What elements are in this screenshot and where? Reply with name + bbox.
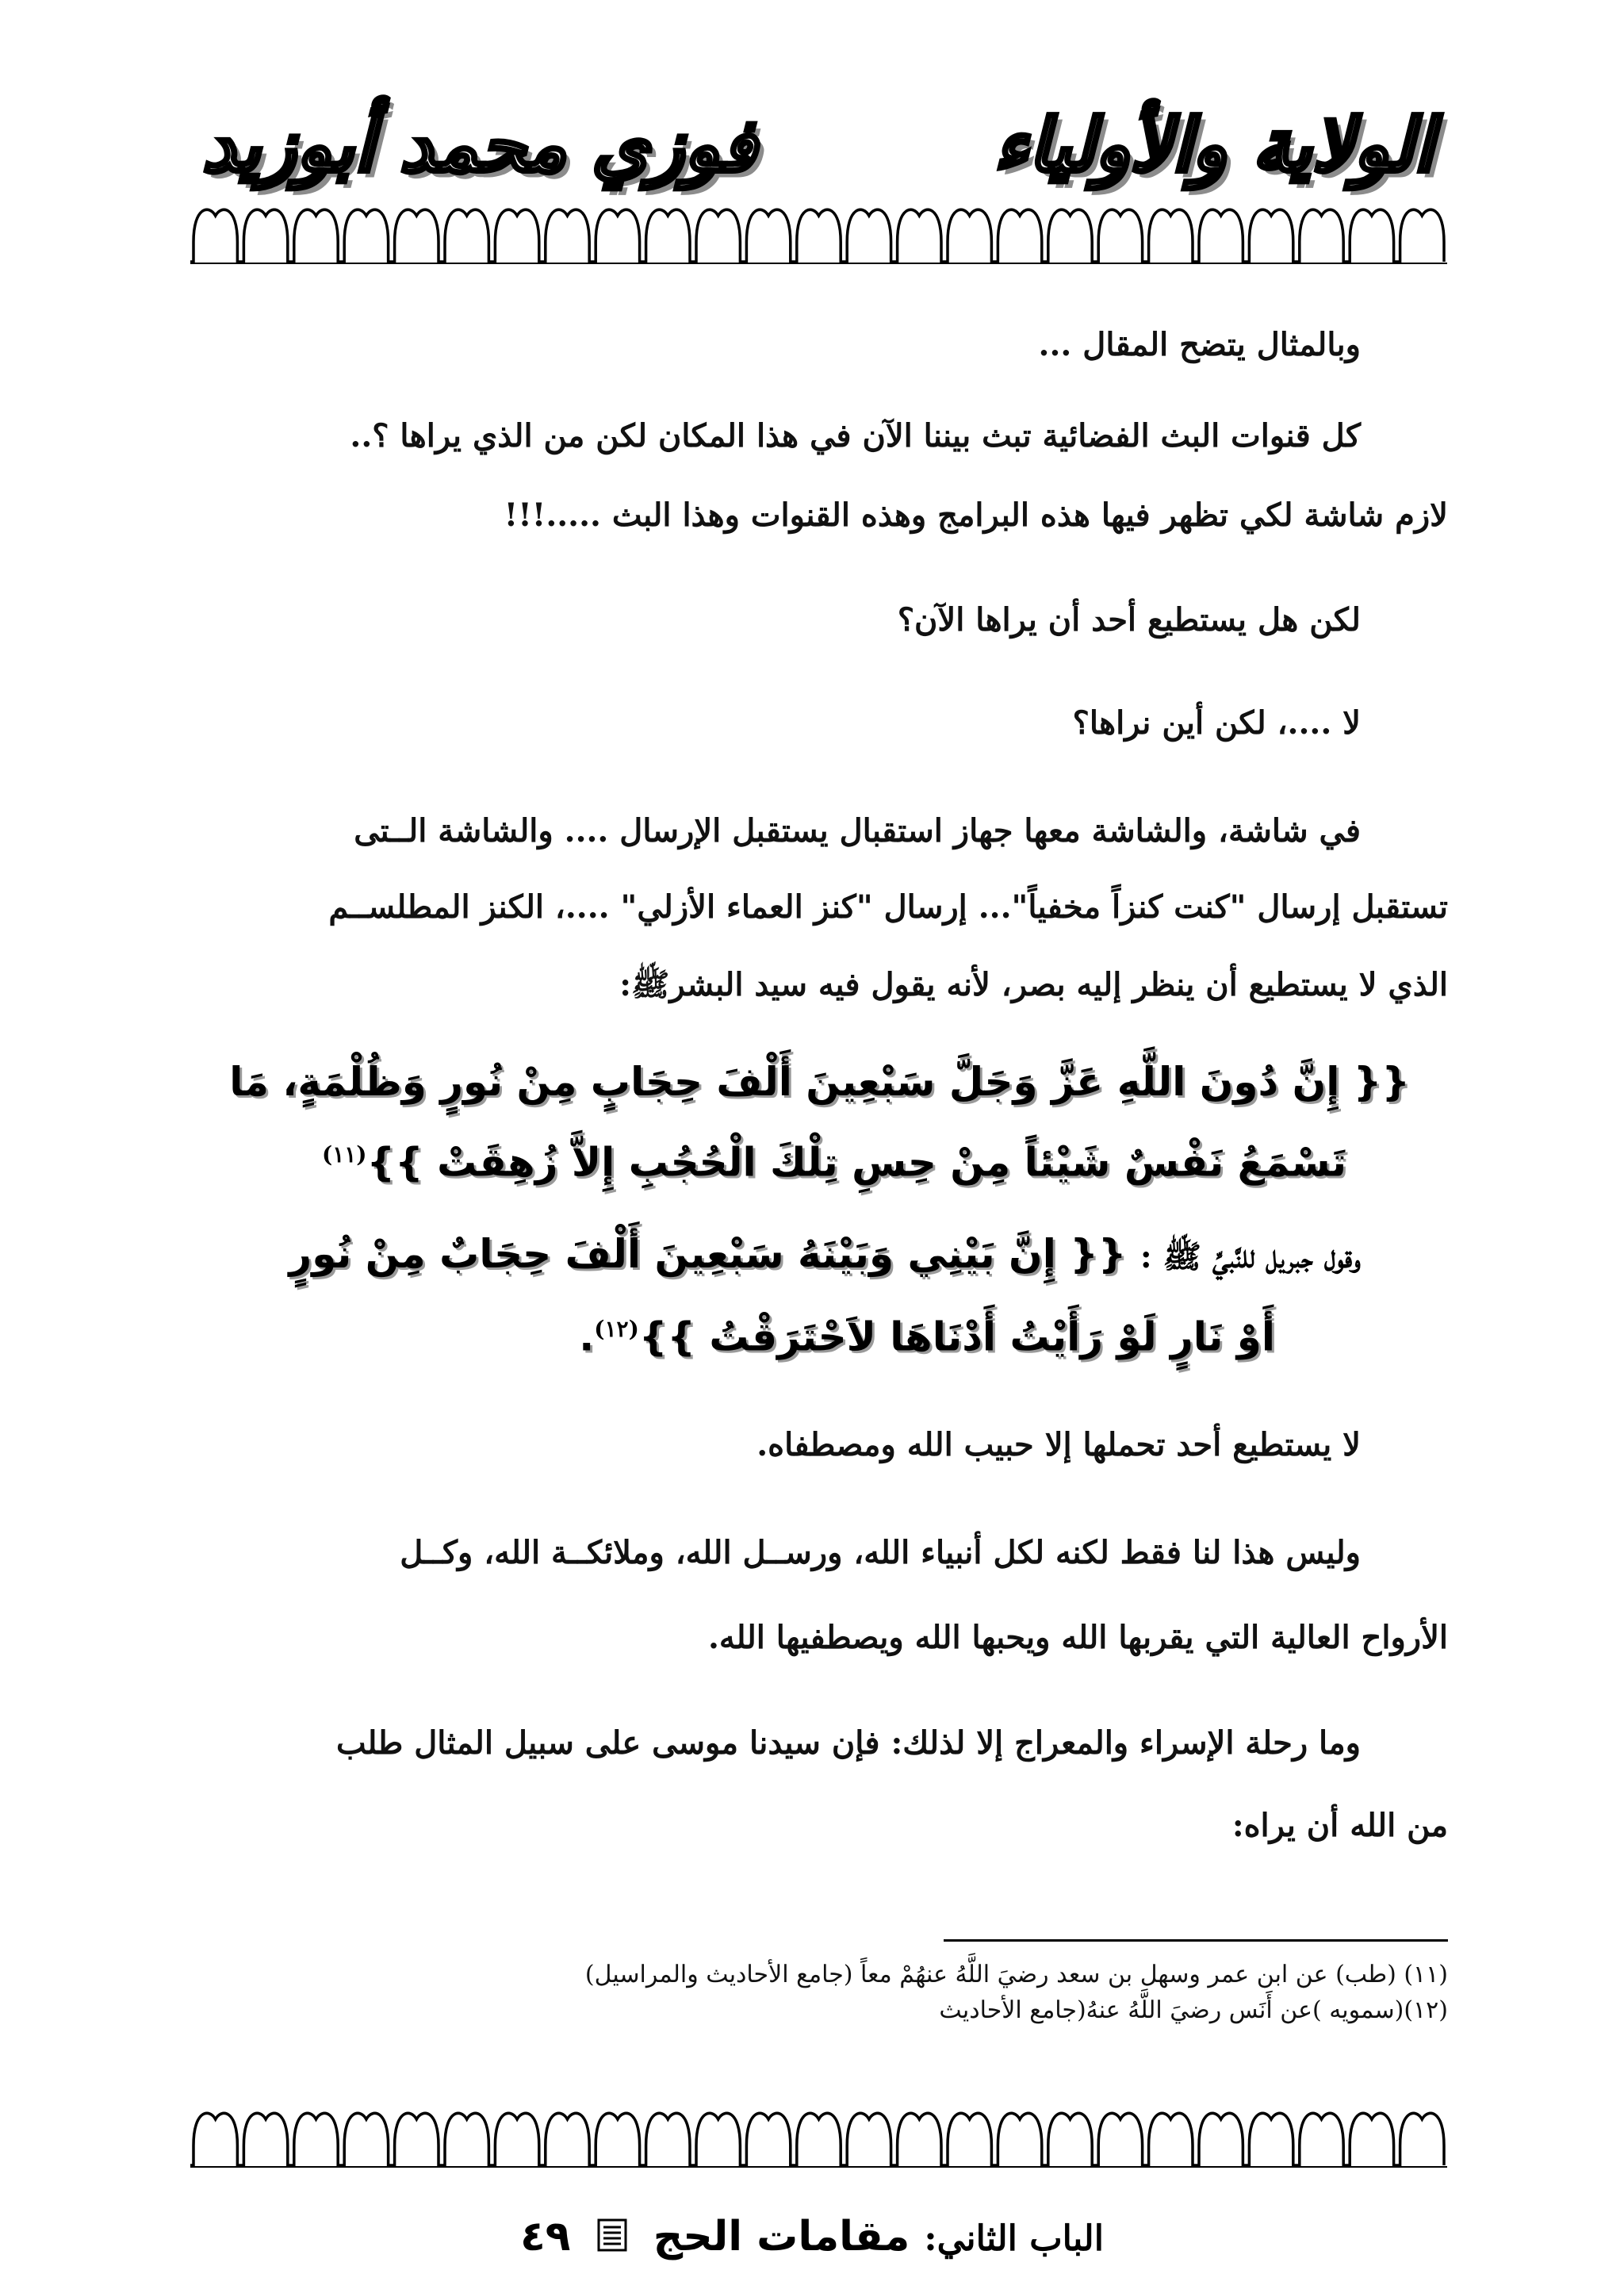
hadith-intro: وقول جبريل للنَّبيِّ ﷺ : bbox=[1139, 1238, 1361, 1275]
period: . bbox=[579, 1313, 595, 1360]
ornamental-border-bottom bbox=[190, 2102, 1447, 2177]
footnote: (١٢)(سمويه )عن أَنَس رضيَ اللَّهُ عنهُ(جامع الأحاديث bbox=[939, 1996, 1448, 2024]
paragraph-line: كل قنوات البث الفضائية تبث بيننا الآن في هذا المكان لكن من الذي يراها ؟.. bbox=[350, 417, 1361, 454]
hadith-quote-line: {{ إِنَّ دُونَ اللَّهِ عَزَّ وَجَلَّ سَبْعِينَ أَلْفَ حِجَابٍ مِنْ نُورٍ وَظُلْمَةٍ، مَا bbox=[229, 1059, 1410, 1105]
footnote: (١١) (طب) عن ابن عمر وسهل بن سعد رضيَ اللَّهُ عنهُمْ معاً (جامع الأحاديث والمراسيل) bbox=[584, 1961, 1448, 1988]
footnote-ref: (١١) bbox=[321, 1141, 367, 1168]
chapter-label: الباب الثاني: bbox=[924, 2218, 1104, 2259]
page-footer bbox=[0, 2213, 1624, 2263]
ornamental-border-top bbox=[190, 198, 1447, 274]
paragraph-line: تستقبل إرسال "كنت كنزاً مخفياً"... إرسال "كنز العماء الأزلي" ....، الكنز المطلســم bbox=[328, 888, 1448, 926]
chapter-title: مقامات الحج bbox=[653, 2213, 910, 2260]
paragraph-line: وما رحلة الإسراء والمعراج إلا لذلك: فإن سيدنا موسى على سبيل المثال طلب bbox=[335, 1724, 1361, 1762]
paragraph: لا ....، لكن أين نراها؟ bbox=[1072, 704, 1361, 742]
ornament-arches bbox=[190, 209, 1444, 262]
paragraph-line: وليس هذا لنا فقط لكنه لكل أنبياء الله، ورســل الله، وملائكــة الله، وكــل bbox=[400, 1534, 1361, 1571]
hadith-text: أَوْ نَارٍ لَوْ رَأَيْتُ أَدْنَاهَا لاَحْتَرَقْتُ }} bbox=[638, 1313, 1275, 1360]
paragraph-line: الذي لا يستطيع أن ينظر إليه بصر، لأنه يقول فيه سيد البشرﷺ: bbox=[619, 966, 1448, 1003]
hadith-text: تَسْمَعُ نَفْسٌ شَيْئاً مِنْ حِسِ تِلْكَ الْحُجُبِ إِلاَّ زُهِقَتْ }} bbox=[366, 1139, 1346, 1186]
hadith-quote-line bbox=[171, 1217, 1448, 1294]
paragraph-line: من الله أن يراه: bbox=[1231, 1807, 1448, 1844]
author-name: فوزي محمد أبوزيد bbox=[202, 102, 757, 188]
hadith-quote-line bbox=[173, 1293, 1275, 1374]
footnote-separator bbox=[944, 1939, 1448, 1942]
paragraph-line: لازم شاشة لكي تظهر فيها هذه البرامج وهذه القنوات وهذا البث .....!!! bbox=[504, 497, 1448, 534]
page-number: ٤٩ bbox=[520, 2213, 571, 2260]
paragraph bbox=[171, 405, 1448, 468]
paragraph: لا يستطيع أحد تحملها إلا حبيب الله ومصطفاه. bbox=[756, 1426, 1361, 1463]
hadith-quote-line bbox=[173, 1118, 1346, 1199]
hadith-text: {{ إِنَّ بَيْنِي وَبَيْنَهُ سَبْعِينَ أَلْفَ حِجَابٌ مِنْ نُورٍ bbox=[289, 1231, 1127, 1277]
paragraph: وبالمثال يتضح المقال ... bbox=[1038, 326, 1361, 363]
paragraph-line: الأرواح العالية التي يقربها الله ويحبها الله ويصطفيها الله. bbox=[707, 1619, 1448, 1656]
paragraph: لكن هل يستطيع أحد أن يراها الآن؟ bbox=[897, 601, 1361, 638]
book-icon bbox=[596, 2215, 628, 2263]
ornament-arches bbox=[190, 2113, 1444, 2165]
paragraph-line: في شاشة، والشاشة معها جهاز استقبال يستقبل الإرسال .... والشاشة الــتى bbox=[354, 812, 1361, 849]
book-title: الولاية والأولياء bbox=[994, 102, 1434, 188]
footnote-ref: (١٢) bbox=[594, 1316, 639, 1342]
